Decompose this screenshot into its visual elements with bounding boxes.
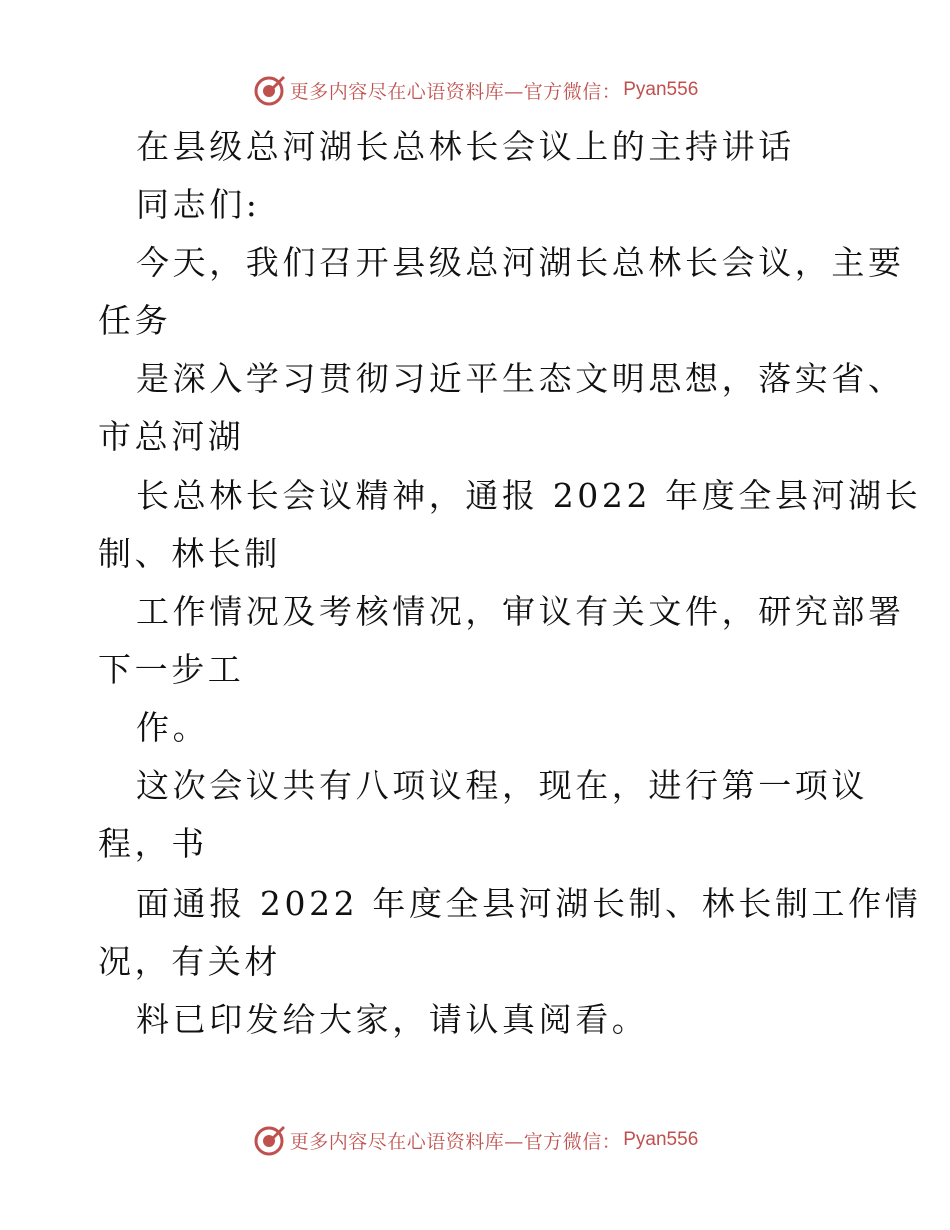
watermark-wechat-id: Pyan556 [623, 79, 699, 100]
paragraph-line: 况，有关材 [98, 942, 281, 981]
paragraph-line: 料已印发给大家，请认真阅看。 [136, 1000, 649, 1039]
paragraph-line: 面通报 2022 年度全县河湖长制、林长制工作情 [136, 884, 922, 923]
salutation: 同志们: [136, 185, 261, 224]
paragraph-line: 任务 [98, 301, 172, 340]
paragraph-line: 下一步工 [98, 650, 245, 689]
header-watermark [0, 70, 950, 110]
paragraph-line: 作。 [136, 708, 210, 747]
paragraph-line: 这次会议共有八项议程，现在，进行第一项议 [136, 766, 868, 805]
paragraph-line: 长总林长会议精神，通报 2022 年度全县河湖长 [136, 476, 922, 515]
paragraph-line: 今天，我们召开县级总河湖长总林长会议，主要 [136, 243, 905, 282]
pen-seal-logo-icon [252, 73, 286, 107]
paragraph-line: 程，书 [98, 824, 208, 863]
paragraph-line: 是深入学习贯彻习近平生态文明思想，落实省、 [136, 359, 905, 398]
pen-seal-logo-icon [252, 1123, 286, 1157]
watermark-text: 更多内容尽在心语资料库—官方微信： [289, 80, 622, 103]
watermark-wechat-id: Pyan556 [623, 1129, 699, 1150]
paragraph-line: 市总河湖 [98, 417, 245, 456]
footer-watermark [0, 1120, 950, 1160]
paragraph-line: 制、林长制 [98, 534, 281, 573]
watermark-text: 更多内容尽在心语资料库—官方微信： [289, 1130, 622, 1153]
document-title: 在县级总河湖长总林长会议上的主持讲话 [136, 127, 795, 166]
paragraph-line: 工作情况及考核情况，审议有关文件，研究部署 [136, 592, 905, 631]
